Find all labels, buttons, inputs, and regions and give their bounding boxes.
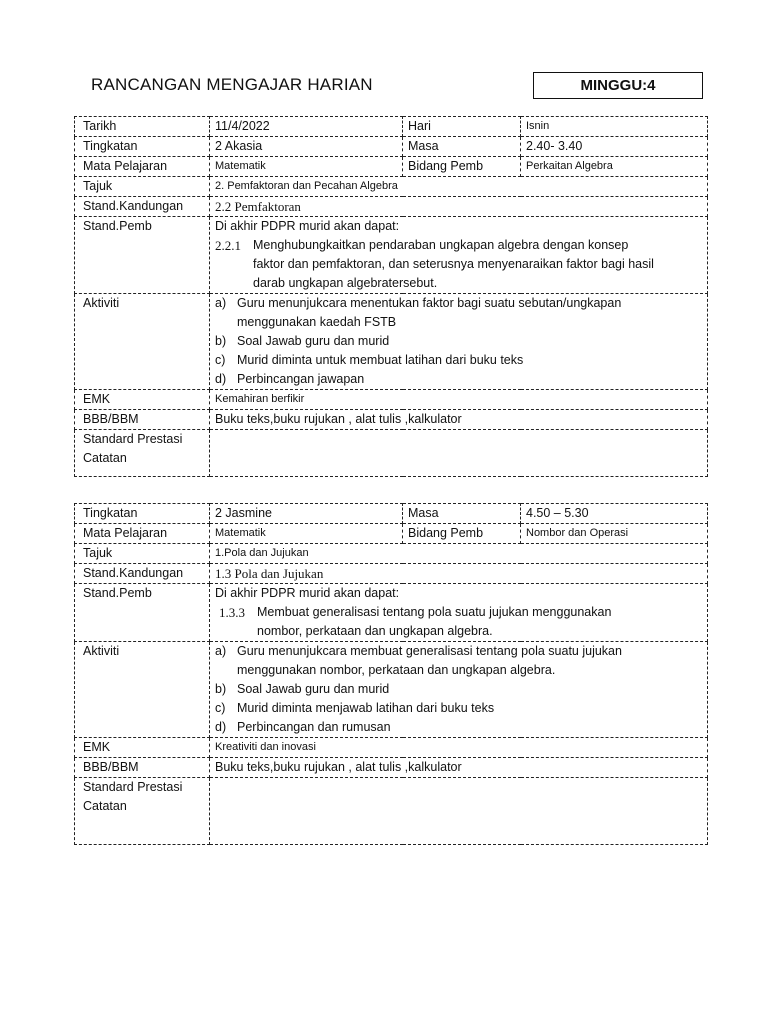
activity-line: menggunakan nombor, perkataan dan ungkapan algebra. [237, 663, 556, 677]
row-standard-prestasi [75, 430, 708, 477]
label-tingkatan: Tingkatan [75, 137, 210, 157]
row-mata-pelajaran [75, 524, 708, 544]
activity-line: Murid diminta menjawab latihan dari buku teks [237, 701, 495, 715]
label-emk: EMK [75, 738, 210, 758]
label-stand-kandungan: Stand.Kandungan [75, 564, 210, 584]
activity-key: a) [215, 644, 227, 658]
activity-line: Murid diminta untuk membuat latihan dari buku teks [237, 353, 524, 367]
activity-line: Soal Jawab guru dan murid [237, 682, 390, 696]
label-standard-prestasi: Standard Prestasi [83, 780, 183, 794]
label-catatan: Catatan [83, 799, 127, 813]
stand-pemb-item [215, 236, 702, 255]
activity-key: c) [215, 701, 226, 715]
stand-pemb-number: 2.2.1 [215, 238, 241, 253]
row-bbb [75, 758, 708, 778]
activity-key: b) [215, 682, 227, 696]
label-tarikh: Tarikh [75, 117, 210, 137]
activity-item [215, 680, 702, 699]
value-emk: Kemahiran berfikir [210, 390, 708, 410]
label-hari: Hari [403, 117, 521, 137]
row-tingkatan [75, 137, 708, 157]
value-stand-pemb [210, 584, 708, 642]
activity-item [215, 370, 702, 389]
value-bbb: Buku teks,buku rujukan , alat tulis ,kalkulator [210, 758, 708, 778]
label-standard-prestasi-catatan [75, 778, 210, 845]
row-tingkatan [75, 504, 708, 524]
activity-key: c) [215, 353, 226, 367]
stand-pemb-line: Menghubungkaitkan pendaraban ungkapan algebra dengan konsep [253, 238, 629, 252]
value-tingkatan: 2 Jasmine [210, 504, 403, 524]
label-standard-prestasi-catatan [75, 430, 210, 477]
label-masa: Masa [403, 137, 521, 157]
value-mata-pelajaran: Matematik [210, 157, 403, 177]
label-mata-pelajaran: Mata Pelajaran [75, 157, 210, 177]
value-standard-prestasi [210, 430, 708, 477]
value-bidang-pemb: Perkaitan Algebra [521, 157, 708, 177]
row-stand-pemb [75, 217, 708, 294]
activity-line: Guru menunjukcara menentukan faktor bagi suatu sebutan/ungkapan [237, 296, 622, 310]
row-tarikh [75, 117, 708, 137]
activity-key: d) [215, 372, 227, 386]
stand-pemb-item [215, 603, 702, 622]
stand-pemb-intro: Di akhir PDPR murid akan dapat: [215, 219, 400, 233]
label-standard-prestasi: Standard Prestasi [83, 432, 183, 446]
row-tajuk [75, 544, 708, 564]
value-bidang-pemb: Nombor dan Operasi [521, 524, 708, 544]
row-mata-pelajaran [75, 157, 708, 177]
value-stand-pemb [210, 217, 708, 294]
activity-line: Perbincangan jawapan [237, 372, 365, 386]
activity-key: b) [215, 334, 227, 348]
activity-item [215, 351, 702, 370]
value-aktiviti [210, 294, 708, 390]
week-box: MINGGU:4 [533, 72, 703, 99]
value-tajuk: 2. Pemfaktoran dan Pecahan Algebra [210, 177, 708, 197]
stand-pemb-line: nombor, perkataan dan ungkapan algebra. [257, 624, 493, 638]
activity-item [215, 332, 702, 351]
label-tajuk: Tajuk [75, 544, 210, 564]
stand-pemb-line: darab ungkapan algebratersebut. [253, 276, 438, 290]
value-masa: 2.40- 3.40 [521, 137, 708, 157]
activity-line: Perbincangan dan rumusan [237, 720, 391, 734]
value-tarikh: 11/4/2022 [210, 117, 403, 137]
row-stand-kandungan [75, 564, 708, 584]
label-tingkatan: Tingkatan [75, 504, 210, 524]
stand-pemb-line: Membuat generalisasi tentang pola suatu jujukan menggunakan [257, 605, 612, 619]
lesson-plan-table-2 [74, 503, 708, 845]
lesson-plan-table-1 [74, 116, 708, 477]
label-stand-pemb: Stand.Pemb [75, 217, 210, 294]
label-aktiviti: Aktiviti [75, 642, 210, 738]
row-bbb [75, 410, 708, 430]
label-bbb: BBB/BBM [75, 410, 210, 430]
value-stand-kandungan: 2.2 Pemfaktoran [210, 197, 708, 217]
value-hari: Isnin [521, 117, 708, 137]
activity-line: Guru menunjukcara membuat generalisasi tentang pola suatu jujukan [237, 644, 622, 658]
activity-key: a) [215, 296, 227, 310]
value-masa: 4.50 – 5.30 [521, 504, 708, 524]
stand-pemb-number: 1.3.3 [219, 605, 245, 620]
label-bidang-pemb: Bidang Pemb [403, 524, 521, 544]
label-tajuk: Tajuk [75, 177, 210, 197]
row-stand-pemb [75, 584, 708, 642]
row-tajuk [75, 177, 708, 197]
label-emk: EMK [75, 390, 210, 410]
value-tingkatan: 2 Akasia [210, 137, 403, 157]
value-tajuk: 1.Pola dan Jujukan [210, 544, 708, 564]
stand-pemb-intro: Di akhir PDPR murid akan dapat: [215, 586, 400, 600]
label-bbb: BBB/BBM [75, 758, 210, 778]
value-stand-kandungan: 1.3 Pola dan Jujukan [210, 564, 708, 584]
value-mata-pelajaran: Matematik [210, 524, 403, 544]
value-standard-prestasi [210, 778, 708, 845]
activity-line: menggunakan kaedah FSTB [237, 315, 397, 329]
value-aktiviti [210, 642, 708, 738]
label-masa: Masa [403, 504, 521, 524]
row-standard-prestasi [75, 778, 708, 845]
document-title: RANCANGAN MENGAJAR HARIAN [91, 75, 373, 94]
label-mata-pelajaran: Mata Pelajaran [75, 524, 210, 544]
activity-item [215, 294, 702, 332]
activity-item [215, 642, 702, 680]
row-emk [75, 390, 708, 410]
value-bbb: Buku teks,buku rujukan , alat tulis ,kalkulator [210, 410, 708, 430]
activity-item [215, 718, 702, 737]
activity-key: d) [215, 720, 227, 734]
activity-item [215, 699, 702, 718]
label-aktiviti: Aktiviti [75, 294, 210, 390]
label-bidang-pemb: Bidang Pemb [403, 157, 521, 177]
row-emk [75, 738, 708, 758]
label-stand-pemb: Stand.Pemb [75, 584, 210, 642]
value-emk: Kreativiti dan inovasi [210, 738, 708, 758]
row-aktiviti [75, 294, 708, 390]
row-aktiviti [75, 642, 708, 738]
label-catatan: Catatan [83, 451, 127, 465]
activity-line: Soal Jawab guru dan murid [237, 334, 390, 348]
row-stand-kandungan [75, 197, 708, 217]
stand-pemb-line: faktor dan pemfaktoran, dan seterusnya menyenaraikan faktor bagi hasil [253, 257, 654, 271]
label-stand-kandungan: Stand.Kandungan [75, 197, 210, 217]
